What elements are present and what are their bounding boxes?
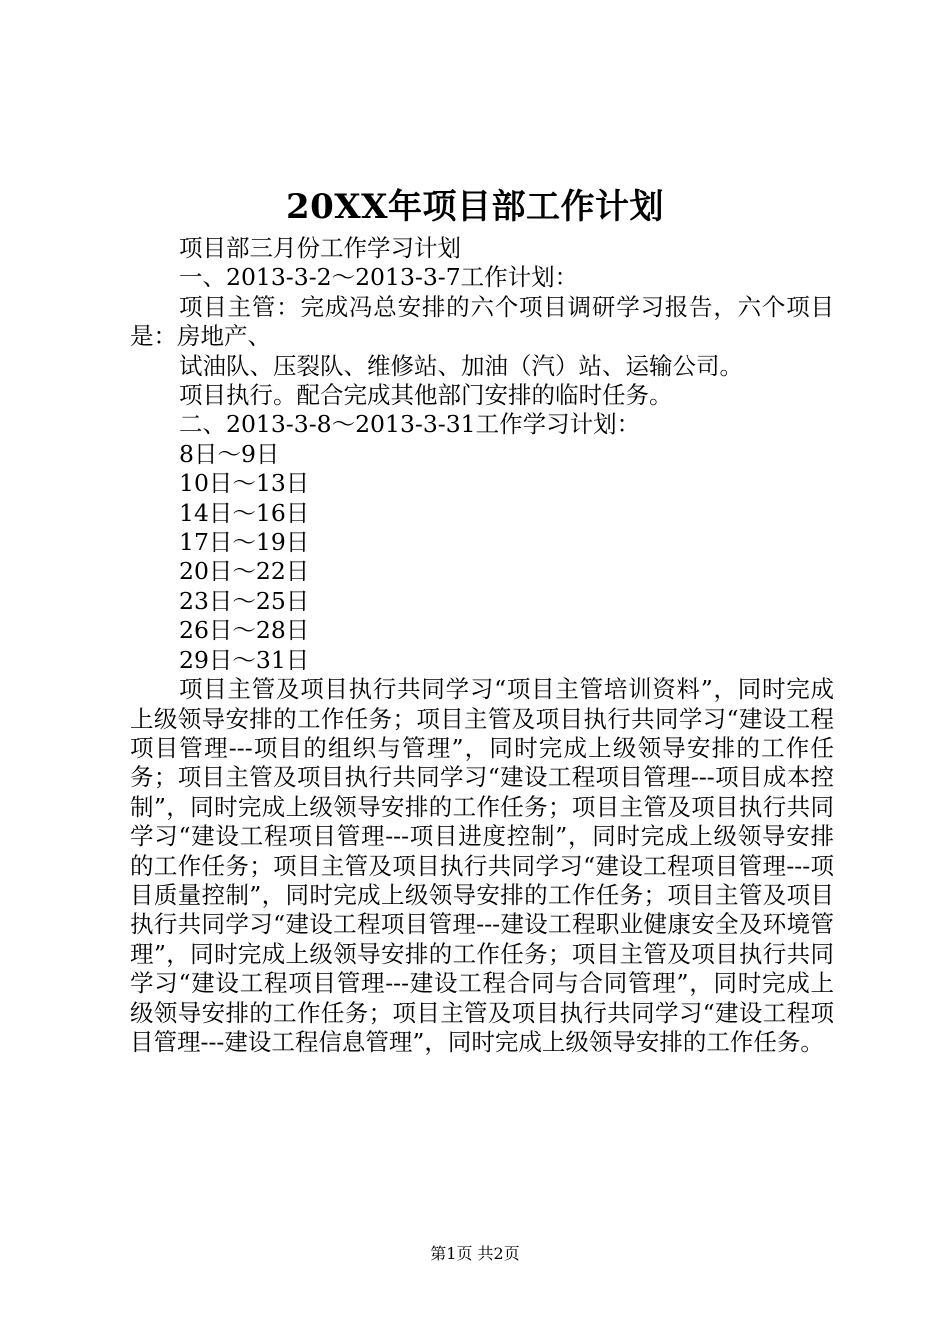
section-one-heading: 一、2013-3-2～2013-3-7工作计划： bbox=[179, 263, 579, 292]
date-range-item: 10日～13日 bbox=[179, 469, 310, 498]
document-title: 20XX年项目部工作计划 bbox=[285, 187, 665, 227]
document-body bbox=[130, 234, 834, 1057]
date-range-item: 14日～16日 bbox=[179, 498, 310, 527]
date-range-item: 17日～19日 bbox=[179, 528, 310, 557]
date-range-item: 29日～31日 bbox=[179, 645, 310, 674]
date-range-item: 23日～25日 bbox=[179, 586, 310, 615]
date-range-item: 20日～22日 bbox=[179, 557, 310, 586]
section-two-heading: 二、2013-3-8～2013-3-31工作学习计划： bbox=[179, 410, 641, 439]
supervisor-task-continued: 试油队、压裂队、维修站、加油（汽）站、运输公司。 bbox=[179, 351, 743, 380]
page-number-footer: 第1页 共2页 bbox=[430, 1244, 520, 1263]
date-range-item: 26日～28日 bbox=[179, 616, 310, 645]
supervisor-task: 项目主管：完成冯总安排的六个项目调研学习报告，六个项目是：房地产、 bbox=[130, 292, 834, 351]
study-plan-paragraph: 项目主管及项目执行共同学习“项目主管培训资料”，同时完成上级领导安排的工作任务；项目主管及项目执行共同学习“建设工程项目管理---项目的组织与管理”，同时完成上级领导安排的工作任务；项目主管及项目执行共同学习“建设工程项目管理---项目成本控制”，同时完成上级领导安排的工作任务；项目主管及项目执行共同学习“建设工程项目管理---项目进度控制”，同时完成上级领导安排的工作任务；项目主管及项目执行共同学习“建设工程项目管理---项目质量控制”，同时完成上级领导安排的工作任务；项目主管及项目执行共同学习“建设工程项目管理---建设工程职业健康安全及环境管理”，同时完成上级领导安排的工作任务；项目主管及项目执行共同学习“建设工程项目管理---建设工程合同与合同管理”，同时完成上级领导安排的工作任务；项目主管及项目执行共同学习“建设工程项目管理---建设工程信息管理”，同时完成上级领导安排的工作任务。 bbox=[130, 675, 834, 1056]
date-range-item: 8日～9日 bbox=[179, 439, 280, 468]
plan-heading: 项目部三月份工作学习计划 bbox=[179, 234, 461, 262]
executor-task: 项目执行。配合完成其他部门安排的临时任务。 bbox=[179, 381, 673, 410]
